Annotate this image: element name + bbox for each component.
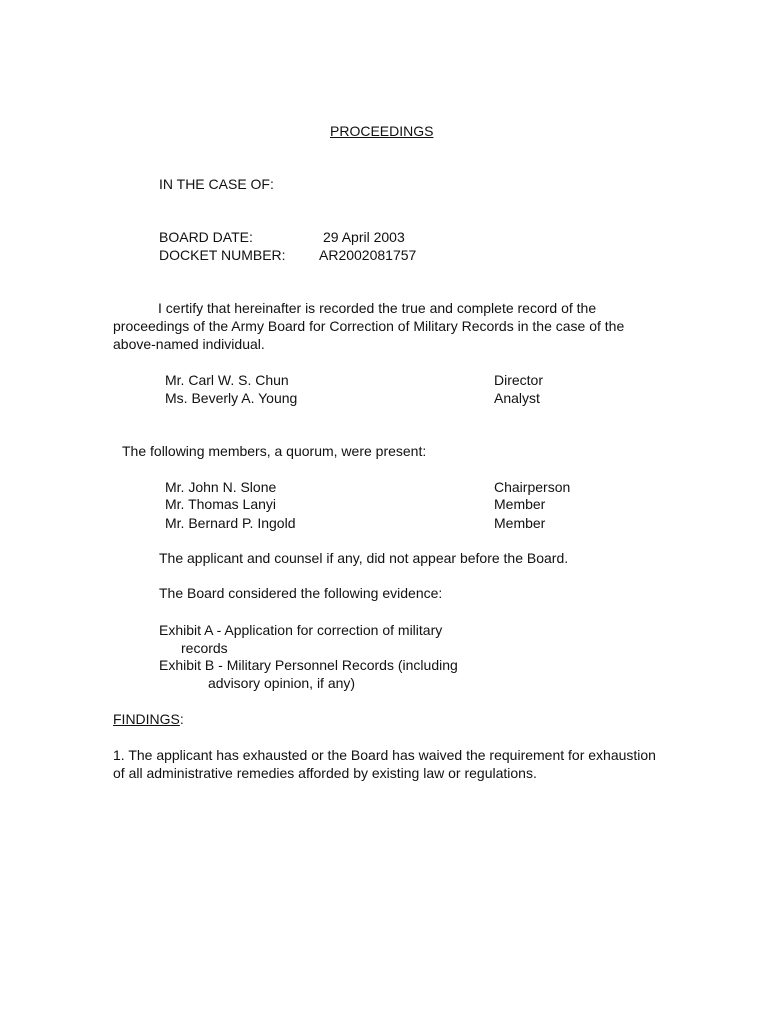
member-role: Chairperson [494,479,571,495]
member-role: Member [494,515,546,531]
quorum-statement: The following members, a quorum, were present: [122,443,427,459]
exhibit-b-line2: advisory opinion, if any) [208,675,356,691]
findings-heading-text: FINDINGS [113,711,180,727]
staff-role: Director [494,372,544,388]
staff-role: Analyst [494,390,540,406]
evidence-statement: The Board considered the following evidence: [159,585,443,601]
appearance-statement: The applicant and counsel if any, did not appear before the Board. [159,550,569,566]
page-title: PROCEEDINGS [330,123,434,139]
docket-number-value: AR2002081757 [319,247,417,263]
board-date-label: BOARD DATE: [159,229,253,245]
member-name: Mr. Bernard P. Ingold [165,515,296,531]
staff-name: Mr. Carl W. S. Chun [165,372,289,388]
case-label: IN THE CASE OF: [159,176,274,192]
finding-1-paragraph: 1. The applicant has exhausted or the Board has waived the requirement for exhaustion of all administrative remedies afforded by existing law or regulations. [113,747,656,781]
member-name: Mr. John N. Slone [165,479,277,495]
exhibit-a-line1: Exhibit A - Application for correction of military [159,622,443,638]
board-date-value: 29 April 2003 [323,229,405,245]
staff-name: Ms. Beverly A. Young [165,390,298,406]
certify-paragraph: I certify that hereinafter is recorded the true and complete record of the proceedings of the Army Board for Correction of Military Records in the case of the above-named individual. [113,300,625,352]
member-name: Mr. Thomas Lanyi [165,496,277,512]
member-role: Member [494,496,546,512]
findings-heading-colon: : [179,711,184,727]
exhibit-b-line1: Exhibit B - Military Personnel Records (including [159,657,458,673]
findings-heading [113,710,184,728]
exhibit-a-line2: records [181,640,228,656]
docket-number-label: DOCKET NUMBER: [159,247,286,263]
